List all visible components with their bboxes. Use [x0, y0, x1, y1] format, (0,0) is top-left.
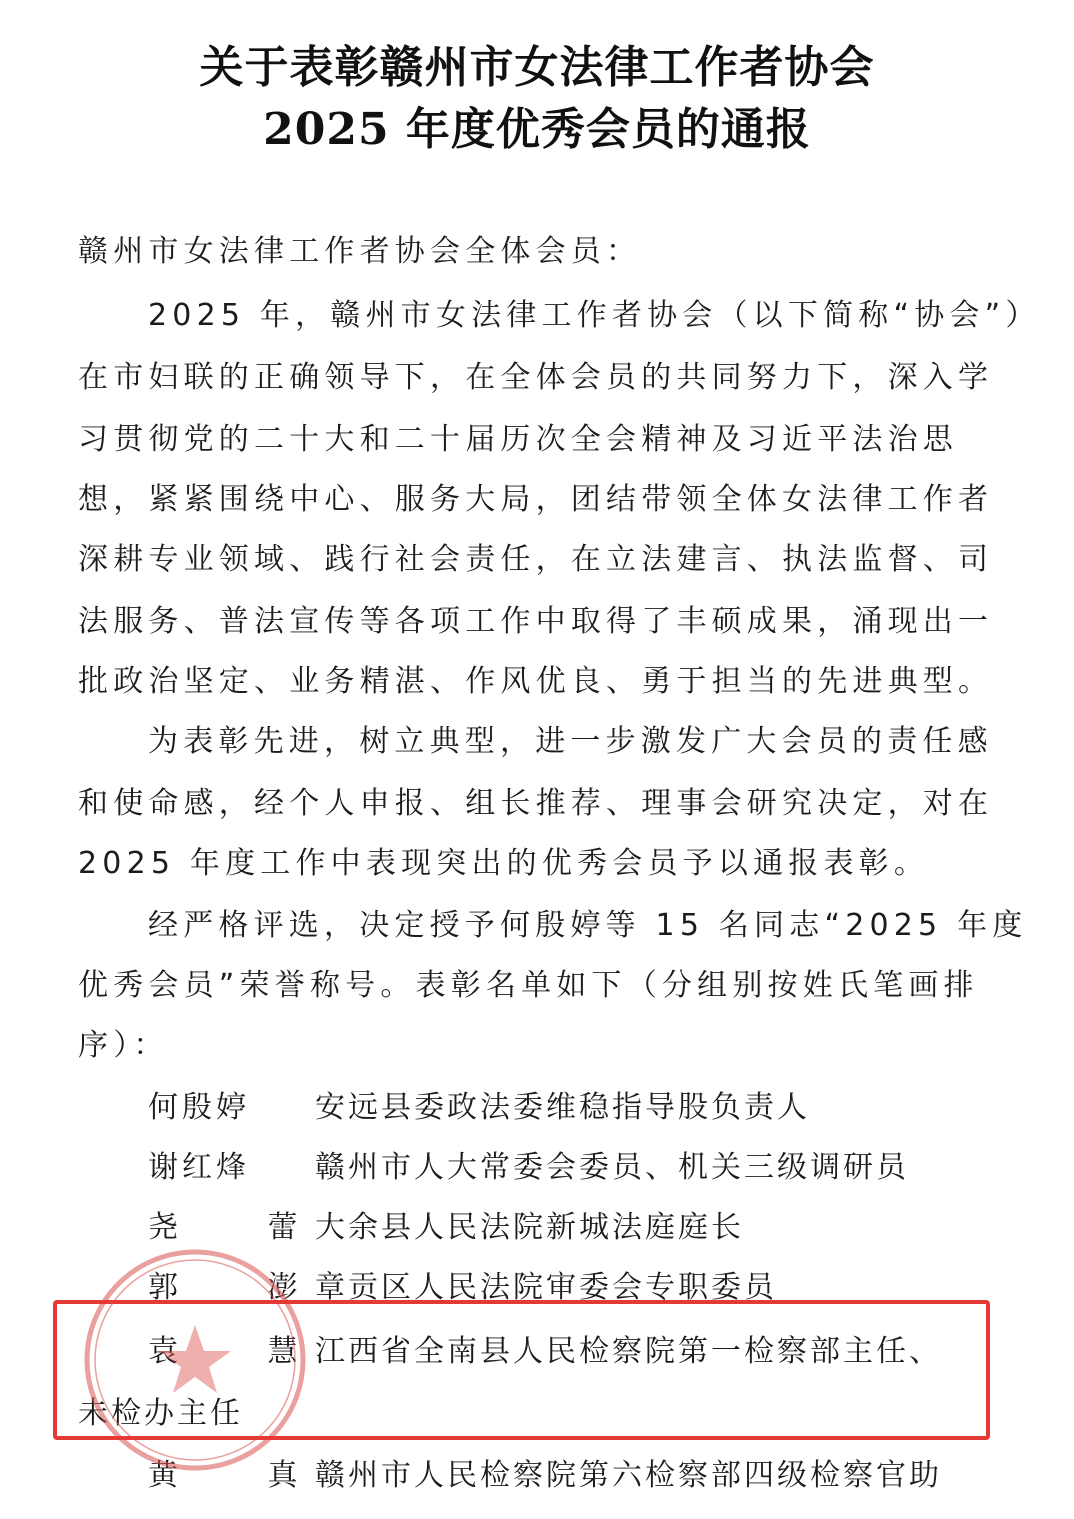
honoree-name: 郭 澎	[148, 1270, 338, 1305]
honoree-post: 安远县委政法委维稳指导股负责人	[315, 1090, 810, 1125]
paragraph-line: 批政治坚定、业务精湛、作风优良、勇于担当的先进典型。	[78, 664, 994, 699]
paragraph-line: 序）：	[78, 1028, 169, 1063]
honoree-name: 谢红烽	[148, 1150, 250, 1185]
paragraph-line: 2025 年度工作中表现突出的优秀会员予以通报表彰。	[78, 846, 930, 881]
honoree-post: 大余县人民法院新城法庭庭长	[315, 1210, 744, 1245]
honoree-name: 何殷婷	[148, 1090, 250, 1125]
honoree-post: 章贡区人民法院审委会专职委员	[315, 1270, 777, 1305]
doc-title-line-2: 2025 年度优秀会员的通报	[263, 104, 811, 155]
honoree-post: 赣州市人民检察院第六检察部四级检察官助	[315, 1458, 942, 1493]
honoree-name: 尧 蕾	[148, 1210, 338, 1245]
paragraph-line: 在市妇联的正确领导下，在全体会员的共同努力下，深入学	[78, 360, 994, 395]
paragraph-line: 法服务、普法宣传等各项工作中取得了丰硕成果，涌现出一	[78, 604, 994, 639]
paragraph-line: 和使命感，经个人申报、组长推荐、理事会研究决定，对在	[78, 786, 994, 821]
honoree-name: 黄 真	[148, 1458, 338, 1493]
paragraph-line: 为表彰先进，树立典型，进一步激发广大会员的责任感	[148, 724, 993, 759]
paragraph-line: 优秀会员”荣誉称号。表彰名单如下（分组别按姓氏笔画排	[78, 968, 979, 1003]
paragraph-line: 想，紧紧围绕中心、服务大局，团结带领全体女法律工作者	[78, 482, 994, 517]
paragraph-line: 2025 年，赣州市女法律工作者协会（以下简称“协会”）	[148, 298, 1041, 333]
honoree-post: 江西省全南县人民检察院第一检察部主任、	[315, 1334, 942, 1369]
honoree-post: 赣州市人大常委会委员、机关三级调研员	[315, 1150, 909, 1185]
paragraph-line: 习贯彻党的二十大和二十届历次全会精神及习近平法治思	[78, 422, 958, 457]
honoree-name: 袁 慧	[148, 1334, 338, 1369]
paragraph-line: 经严格评选，决定授予何殷婷等 15 名同志“2025 年度	[148, 908, 1028, 943]
honoree-post-continued: 未检办主任	[78, 1396, 243, 1431]
salutation: 赣州市女法律工作者协会全体会员：	[78, 234, 642, 269]
doc-title-line-1: 关于表彰赣州市女法律工作者协会	[199, 42, 875, 93]
highlight-box	[53, 1300, 990, 1440]
paragraph-line: 深耕专业领域、践行社会责任，在立法建言、执法监督、司	[78, 542, 994, 577]
